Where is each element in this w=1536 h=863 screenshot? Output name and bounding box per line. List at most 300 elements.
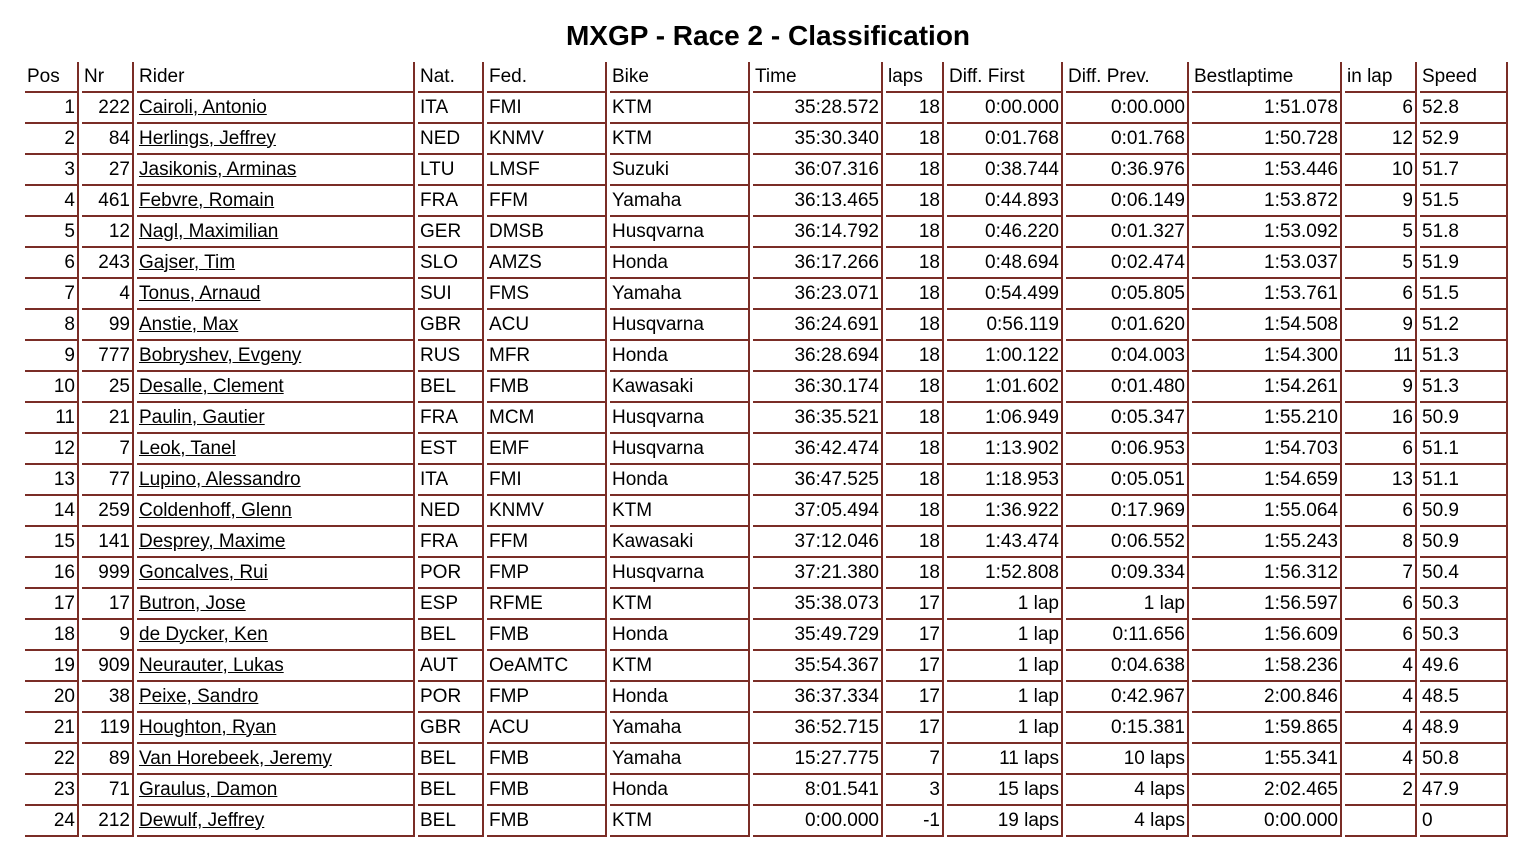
cell-fed: RFME [487,589,607,620]
cell-best: 1:59.865 [1192,713,1342,744]
cell-fed: KNMV [487,496,607,527]
cell-laps: 18 [886,248,944,279]
cell-bike: KTM [610,93,750,124]
cell-in-lap: 4 [1345,744,1417,775]
cell-time: 35:49.729 [753,620,883,651]
cell-rider [137,341,415,372]
cell-fed: FMI [487,465,607,496]
cell-in-lap: 7 [1345,558,1417,589]
cell-nr: 99 [82,310,134,341]
cell-nr: 71 [82,775,134,806]
cell-nr: 4 [82,279,134,310]
cell-nr: 999 [82,558,134,589]
cell-speed: 48.9 [1420,713,1508,744]
cell-time: 36:13.465 [753,186,883,217]
cell-best: 1:55.064 [1192,496,1342,527]
cell-rider [137,248,415,279]
cell-rider [137,713,415,744]
cell-in-lap: 6 [1345,589,1417,620]
cell-fed: OeAMTC [487,651,607,682]
column-header-laps: laps [886,62,944,93]
cell-pos: 11 [25,403,79,434]
cell-bike: Yamaha [610,279,750,310]
cell-diff-prev: 4 laps [1066,775,1189,806]
cell-rider [137,372,415,403]
cell-nr: 243 [82,248,134,279]
cell-nat: BEL [418,806,484,837]
cell-best: 1:58.236 [1192,651,1342,682]
cell-diff-prev: 0:06.953 [1066,434,1189,465]
cell-rider [137,186,415,217]
cell-fed: EMF [487,434,607,465]
cell-nat: FRA [418,186,484,217]
cell-rider [137,744,415,775]
cell-best: 1:54.659 [1192,465,1342,496]
column-header-diff-prev: Diff. Prev. [1066,62,1189,93]
rider-link[interactable]: Leok, Tanel [139,437,236,459]
page-title: MXGP - Race 2 - Classification [565,20,971,51]
cell-bike: KTM [610,806,750,837]
cell-best: 1:56.597 [1192,589,1342,620]
column-header-in-lap: in lap [1345,62,1417,93]
cell-bike: KTM [610,589,750,620]
cell-speed: 51.5 [1420,279,1508,310]
cell-time: 36:30.174 [753,372,883,403]
cell-bike: Husqvarna [610,403,750,434]
table-row [25,558,1508,589]
column-header-diff-first: Diff. First [947,62,1063,93]
cell-time: 35:30.340 [753,124,883,155]
cell-bike: Yamaha [610,186,750,217]
cell-nr: 21 [82,403,134,434]
cell-bike: Honda [610,341,750,372]
table-row [25,434,1508,465]
cell-diff-first: 1 lap [947,589,1063,620]
cell-time: 35:28.572 [753,93,883,124]
cell-in-lap: 6 [1345,496,1417,527]
cell-laps: 7 [886,744,944,775]
cell-pos: 2 [25,124,79,155]
cell-fed: FFM [487,186,607,217]
cell-time: 36:52.715 [753,713,883,744]
rider-link[interactable]: Bobryshev, Evgeny [139,344,302,366]
cell-diff-prev: 0:05.347 [1066,403,1189,434]
cell-speed: 50.4 [1420,558,1508,589]
cell-fed: FMP [487,558,607,589]
cell-pos: 21 [25,713,79,744]
cell-nr: 17 [82,589,134,620]
cell-best: 1:54.300 [1192,341,1342,372]
cell-laps: 18 [886,217,944,248]
cell-nr: 212 [82,806,134,837]
rider-link[interactable]: Desprey, Maxime [139,530,286,552]
cell-diff-first: 1:13.902 [947,434,1063,465]
rider-link[interactable]: Houghton, Ryan [139,716,277,738]
cell-speed: 51.2 [1420,310,1508,341]
cell-nr: 777 [82,341,134,372]
cell-rider [137,682,415,713]
rider-link[interactable]: Peixe, Sandro [139,685,259,707]
table-row [25,744,1508,775]
cell-best: 1:55.210 [1192,403,1342,434]
cell-diff-prev: 0:04.003 [1066,341,1189,372]
cell-nr: 89 [82,744,134,775]
table-row [25,682,1508,713]
cell-rider [137,651,415,682]
cell-nr: 77 [82,465,134,496]
cell-rider [137,589,415,620]
cell-best: 1:50.728 [1192,124,1342,155]
cell-nr: 119 [82,713,134,744]
cell-diff-prev: 0:01.620 [1066,310,1189,341]
cell-fed: FMP [487,682,607,713]
column-header-best: Bestlaptime [1192,62,1342,93]
cell-pos: 12 [25,434,79,465]
cell-in-lap: 6 [1345,279,1417,310]
cell-laps: 18 [886,372,944,403]
table-row [25,279,1508,310]
rider-link[interactable]: Goncalves, Rui [139,561,268,583]
table-row [25,124,1508,155]
classification-table [22,62,1511,837]
cell-diff-first: 1 lap [947,620,1063,651]
cell-diff-first: 11 laps [947,744,1063,775]
cell-in-lap: 8 [1345,527,1417,558]
cell-speed: 52.8 [1420,93,1508,124]
cell-time: 8:01.541 [753,775,883,806]
cell-nat: SLO [418,248,484,279]
cell-speed: 50.3 [1420,620,1508,651]
cell-in-lap: 6 [1345,434,1417,465]
cell-pos: 3 [25,155,79,186]
cell-fed: FMI [487,93,607,124]
cell-nat: BEL [418,744,484,775]
rider-link[interactable]: Neurauter, Lukas [139,654,284,676]
cell-laps: 17 [886,682,944,713]
cell-rider [137,496,415,527]
cell-nr: 909 [82,651,134,682]
cell-nr: 9 [82,620,134,651]
cell-fed: MCM [487,403,607,434]
rider-link[interactable]: Coldenhoff, Glenn [139,499,292,521]
cell-bike: Kawasaki [610,527,750,558]
cell-pos: 23 [25,775,79,806]
cell-rider [137,93,415,124]
column-header-nr: Nr [82,62,134,93]
cell-rider [137,527,415,558]
cell-pos: 20 [25,682,79,713]
cell-time: 35:54.367 [753,651,883,682]
cell-bike: Yamaha [610,713,750,744]
table-row [25,620,1508,651]
cell-pos: 14 [25,496,79,527]
cell-best: 1:51.078 [1192,93,1342,124]
cell-nr: 25 [82,372,134,403]
cell-nat: BEL [418,775,484,806]
cell-laps: 18 [886,403,944,434]
cell-diff-prev: 10 laps [1066,744,1189,775]
cell-bike: KTM [610,124,750,155]
cell-laps: 17 [886,651,944,682]
cell-pos: 5 [25,217,79,248]
cell-nat: SUI [418,279,484,310]
cell-nat: POR [418,558,484,589]
cell-bike: KTM [610,651,750,682]
cell-in-lap: 5 [1345,217,1417,248]
cell-in-lap: 10 [1345,155,1417,186]
cell-diff-prev: 0:36.976 [1066,155,1189,186]
cell-nr: 461 [82,186,134,217]
cell-pos: 19 [25,651,79,682]
cell-best: 1:53.446 [1192,155,1342,186]
cell-best: 0:00.000 [1192,806,1342,837]
rider-link[interactable]: Gajser, Tim [139,251,236,273]
cell-speed: 51.5 [1420,186,1508,217]
table-row [25,589,1508,620]
cell-laps: 17 [886,620,944,651]
cell-in-lap: 2 [1345,775,1417,806]
cell-speed: 50.8 [1420,744,1508,775]
cell-diff-prev: 0:01.327 [1066,217,1189,248]
cell-nr: 259 [82,496,134,527]
cell-best: 1:53.092 [1192,217,1342,248]
rider-link[interactable]: Paulin, Gautier [139,406,265,428]
cell-speed: 50.9 [1420,527,1508,558]
cell-speed: 49.6 [1420,651,1508,682]
cell-speed: 51.9 [1420,248,1508,279]
cell-laps: 18 [886,341,944,372]
cell-diff-prev: 0:11.656 [1066,620,1189,651]
column-header-pos: Pos [25,62,79,93]
cell-in-lap: 12 [1345,124,1417,155]
cell-nat: POR [418,682,484,713]
cell-laps: 18 [886,155,944,186]
cell-time: 36:14.792 [753,217,883,248]
rider-link[interactable]: Cairoli, Antonio [139,96,267,118]
rider-link[interactable]: Herlings, Jeffrey [139,127,276,149]
cell-nat: GBR [418,713,484,744]
cell-in-lap: 6 [1345,620,1417,651]
cell-nr: 7 [82,434,134,465]
cell-speed: 47.9 [1420,775,1508,806]
cell-diff-first: 1:43.474 [947,527,1063,558]
cell-diff-first: 1:18.953 [947,465,1063,496]
cell-laps: 18 [886,93,944,124]
cell-bike: Honda [610,465,750,496]
cell-best: 1:55.243 [1192,527,1342,558]
rider-link[interactable]: Lupino, Alessandro [139,468,301,490]
cell-diff-first: 0:46.220 [947,217,1063,248]
cell-nr: 38 [82,682,134,713]
cell-fed: FMS [487,279,607,310]
table-row [25,496,1508,527]
cell-pos: 7 [25,279,79,310]
cell-pos: 4 [25,186,79,217]
cell-diff-first: 1 lap [947,713,1063,744]
cell-nat: BEL [418,620,484,651]
rider-link[interactable]: Van Horebeek, Jeremy [139,747,332,769]
cell-speed: 51.1 [1420,434,1508,465]
cell-diff-prev: 0:05.805 [1066,279,1189,310]
cell-time: 36:42.474 [753,434,883,465]
cell-pos: 6 [25,248,79,279]
cell-rider [137,124,415,155]
cell-pos: 1 [25,93,79,124]
cell-diff-first: 1:06.949 [947,403,1063,434]
column-header-bike: Bike [610,62,750,93]
table-row [25,310,1508,341]
cell-nat: GBR [418,310,484,341]
cell-time: 36:35.521 [753,403,883,434]
cell-diff-first: 0:56.119 [947,310,1063,341]
cell-fed: FMB [487,372,607,403]
cell-laps: 3 [886,775,944,806]
rider-link[interactable]: Graulus, Damon [139,778,278,800]
cell-laps: 18 [886,186,944,217]
cell-best: 1:54.261 [1192,372,1342,403]
cell-time: 36:28.694 [753,341,883,372]
cell-diff-prev: 4 laps [1066,806,1189,837]
cell-nat: BEL [418,372,484,403]
cell-speed: 51.1 [1420,465,1508,496]
cell-speed: 51.7 [1420,155,1508,186]
table-row [25,155,1508,186]
rider-link[interactable]: Febvre, Romain [139,189,275,211]
cell-diff-first: 1 lap [947,682,1063,713]
cell-laps: 18 [886,434,944,465]
cell-laps: 18 [886,558,944,589]
cell-pos: 9 [25,341,79,372]
cell-diff-first: 0:38.744 [947,155,1063,186]
cell-fed: KNMV [487,124,607,155]
cell-fed: MFR [487,341,607,372]
cell-best: 1:53.037 [1192,248,1342,279]
rider-link[interactable]: Dewulf, Jeffrey [139,809,265,831]
cell-diff-first: 0:44.893 [947,186,1063,217]
cell-diff-first: 19 laps [947,806,1063,837]
rider-link[interactable]: Anstie, Max [139,313,239,335]
cell-diff-prev: 1 lap [1066,589,1189,620]
table-row [25,217,1508,248]
table-row [25,248,1508,279]
cell-nat: NED [418,496,484,527]
cell-pos: 10 [25,372,79,403]
cell-nat: RUS [418,341,484,372]
cell-laps: 18 [886,527,944,558]
rider-link[interactable]: Jasikonis, Arminas [139,158,297,180]
cell-diff-first: 0:01.768 [947,124,1063,155]
cell-pos: 18 [25,620,79,651]
cell-rider [137,310,415,341]
column-header-speed: Speed [1420,62,1508,93]
cell-bike: Kawasaki [610,372,750,403]
cell-fed: AMZS [487,248,607,279]
cell-in-lap: 16 [1345,403,1417,434]
cell-rider [137,434,415,465]
table-row [25,651,1508,682]
rider-link[interactable]: Desalle, Clement [139,375,284,397]
cell-laps: 18 [886,496,944,527]
cell-fed: ACU [487,310,607,341]
cell-nat: ITA [418,465,484,496]
cell-best: 1:54.703 [1192,434,1342,465]
rider-link[interactable]: Tonus, Arnaud [139,282,261,304]
table-row [25,93,1508,124]
rider-link[interactable]: de Dycker, Ken [139,623,268,645]
cell-diff-first: 1:36.922 [947,496,1063,527]
cell-best: 1:53.761 [1192,279,1342,310]
cell-diff-first: 1:01.602 [947,372,1063,403]
cell-time: 36:24.691 [753,310,883,341]
cell-nat: GER [418,217,484,248]
cell-in-lap: 4 [1345,713,1417,744]
cell-rider [137,620,415,651]
cell-speed: 51.8 [1420,217,1508,248]
cell-bike: KTM [610,496,750,527]
cell-diff-prev: 0:04.638 [1066,651,1189,682]
cell-diff-prev: 0:05.051 [1066,465,1189,496]
cell-in-lap: 6 [1345,93,1417,124]
cell-pos: 24 [25,806,79,837]
cell-pos: 15 [25,527,79,558]
cell-in-lap [1345,806,1417,837]
cell-nr: 141 [82,527,134,558]
cell-time: 37:12.046 [753,527,883,558]
rider-link[interactable]: Butron, Jose [139,592,246,614]
cell-best: 2:02.465 [1192,775,1342,806]
column-header-fed: Fed. [487,62,607,93]
cell-diff-prev: 0:15.381 [1066,713,1189,744]
cell-laps: 18 [886,465,944,496]
cell-nat: FRA [418,527,484,558]
cell-diff-first: 1:00.122 [947,341,1063,372]
cell-bike: Honda [610,620,750,651]
cell-speed: 52.9 [1420,124,1508,155]
cell-speed: 50.9 [1420,403,1508,434]
cell-diff-first: 1 lap [947,651,1063,682]
cell-diff-prev: 0:06.149 [1066,186,1189,217]
cell-pos: 16 [25,558,79,589]
cell-pos: 17 [25,589,79,620]
cell-diff-first: 15 laps [947,775,1063,806]
cell-time: 36:17.266 [753,248,883,279]
table-row [25,806,1508,837]
cell-speed: 0 [1420,806,1508,837]
table-row [25,341,1508,372]
cell-time: 37:21.380 [753,558,883,589]
cell-speed: 51.3 [1420,341,1508,372]
cell-in-lap: 9 [1345,310,1417,341]
cell-laps: 17 [886,589,944,620]
cell-rider [137,155,415,186]
cell-laps: -1 [886,806,944,837]
cell-diff-prev: 0:02.474 [1066,248,1189,279]
rider-link[interactable]: Nagl, Maximilian [139,220,279,242]
cell-best: 1:54.508 [1192,310,1342,341]
cell-bike: Suzuki [610,155,750,186]
cell-best: 1:55.341 [1192,744,1342,775]
cell-laps: 18 [886,310,944,341]
table-row [25,713,1508,744]
cell-pos: 13 [25,465,79,496]
cell-nr: 84 [82,124,134,155]
cell-in-lap: 4 [1345,651,1417,682]
cell-nat: AUT [418,651,484,682]
cell-speed: 48.5 [1420,682,1508,713]
cell-nr: 27 [82,155,134,186]
cell-time: 37:05.494 [753,496,883,527]
cell-pos: 8 [25,310,79,341]
